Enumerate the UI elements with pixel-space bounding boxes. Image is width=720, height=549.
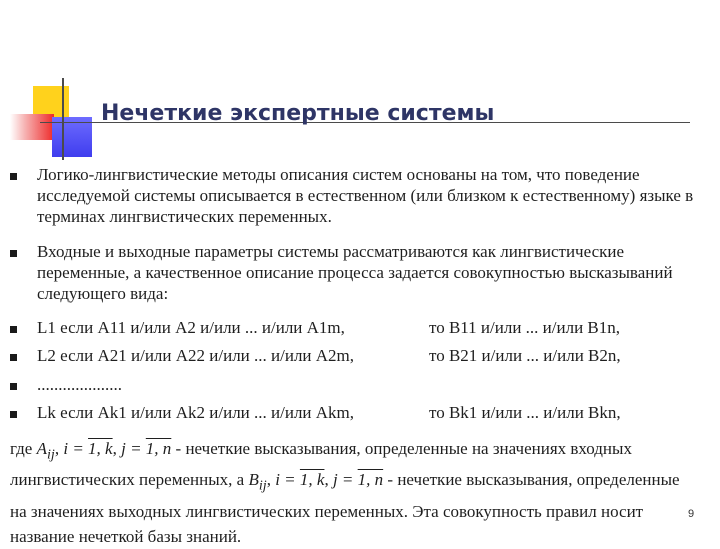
rule-if: .................... [37,375,122,394]
rule-if: L1 если A11 и/или A2 и/или ... и/или A1m, [37,318,345,337]
rule-row [37,345,621,366]
definitions-text: - нечеткие высказывания, определенные на значениях выходных лингвистических переменных. Эта совокупность правил носит название нечеткой базы знаний. [10,470,680,546]
math-a: A [36,439,47,458]
bullet-marker [10,411,17,418]
bullet-marker [10,383,17,390]
math-range-k: 1, k [88,439,113,458]
math-range-n: 1, n [145,439,172,458]
bullet-marker [10,173,17,180]
paragraph-parameters: Входные и выходные параметры системы рассматриваются как лингвистические переменные, а качественное описание процесса задается совокупностью высказываний следующего вида: [37,242,673,303]
bullet-marker [10,354,17,361]
rule-then: то B21 и/или ... и/или B2n, [429,346,621,365]
slide-title: Нечеткие экспертные системы [101,101,495,126]
definitions-text: где [10,439,37,458]
math-sep: , [266,470,276,490]
math-range-k: 1, k [299,470,325,490]
math-sep: , [54,439,64,458]
math-range-n: 1, n [357,470,384,490]
rule-row [37,317,621,338]
math-sep: , [112,439,122,458]
decor-red-square [10,114,54,140]
rule-if: Lk если Ak1 и/или Ak2 и/или ... и/или Akm, [37,403,355,422]
definitions-text: - нечеткие высказывания, определенные на значениях входных лингвистических переменных, а [10,439,632,490]
math-sep: , [324,470,333,490]
bullet-marker [10,250,17,257]
rule-if: L2 если A21 и/или A22 и/или ... и/или A2m, [37,346,355,365]
math-index-ij: ij [46,446,55,463]
page-number: 9 [688,508,695,520]
rule-row [37,374,122,395]
math-j-eq: j = [121,439,146,458]
math-i-eq: i = [275,470,300,490]
paragraph-methods: Логико-лингвистические методы описания систем основаны на том, что поведение исследуемой системы описывается в естественном (или близком к естественному) языке в терминах лингвистических переменных. [37,165,694,226]
bullet-marker [10,326,17,333]
rule-then: то B11 и/или ... и/или B1n, [429,318,621,337]
math-j-eq: j = [332,470,358,490]
math-b: B [248,470,259,490]
decor-vertical-line [62,78,64,160]
decor-blue-square [52,117,92,157]
math-i-eq: i = [63,439,89,458]
rule-row [37,402,621,423]
rule-then: то Bk1 и/или ... и/или Bkn, [429,403,621,422]
math-index-ij: ij [258,477,267,494]
paragraph-definitions [10,436,700,549]
